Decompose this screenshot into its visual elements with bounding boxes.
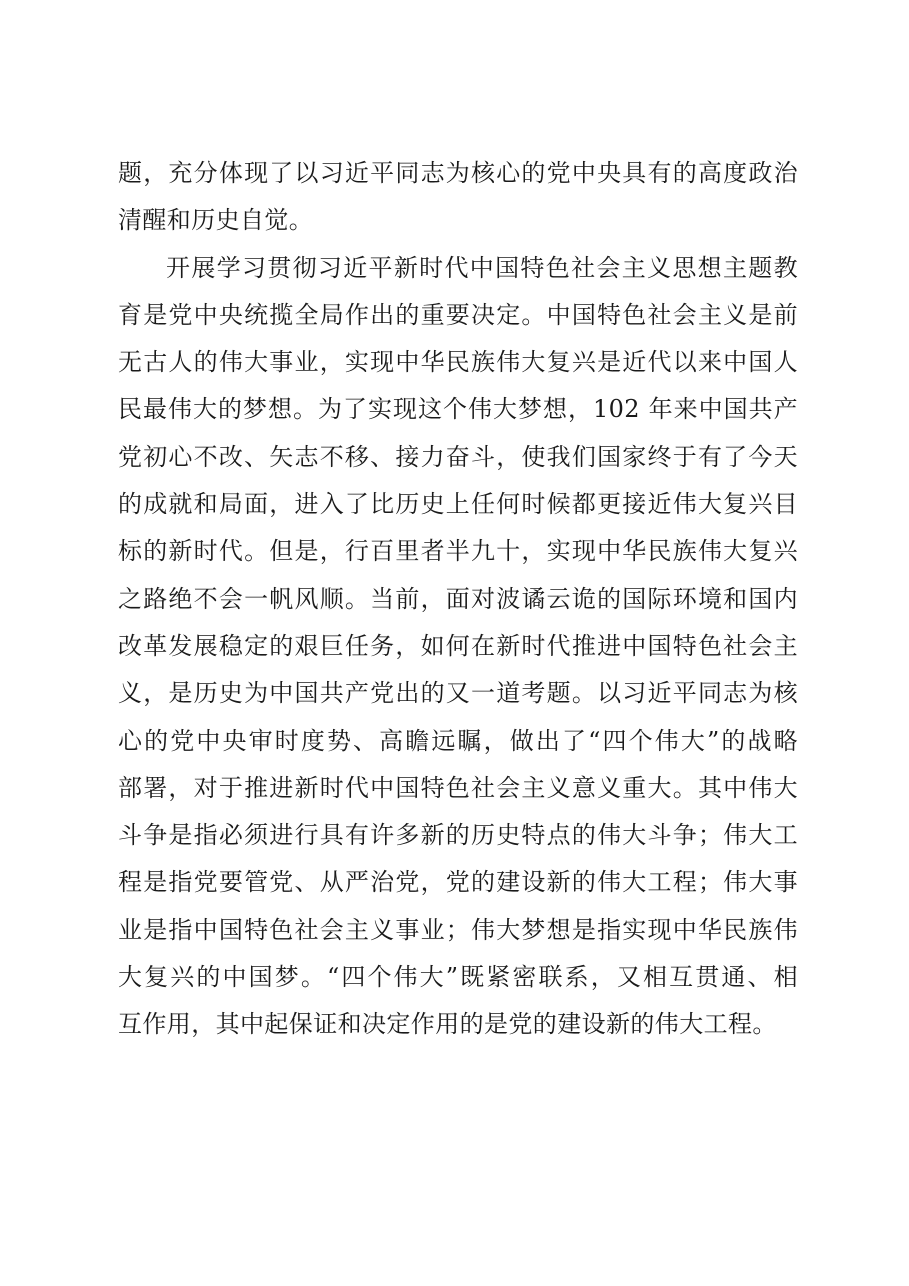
text-line: 斗争是指必须进行具有许多新的历史特点的伟大斗争；伟大工 [118,821,798,850]
text-line: 互作用，其中起保证和决定作用的是党的建设新的伟大工程。 [118,1010,777,1039]
text-line: 的成就和局面，进入了比历史上任何时候都更接近伟大复兴目 [118,490,798,519]
text-line: 大复兴的中国梦。“四个伟大”既紧密联系，又相互贯通、相 [118,963,798,992]
body-text [118,150,798,1049]
text-line: 程是指党要管党、从严治党，党的建设新的伟大工程；伟大事 [118,868,798,897]
text-line: 党初心不改、矢志不移、接力奋斗，使我们国家终于有了今天 [118,442,798,471]
text-line: 育是党中央统揽全局作出的重要决定。中国特色社会主义是前 [118,300,798,329]
text-line: 心的党中央审时度势、高瞻远瞩，做出了“四个伟大”的战略 [118,726,798,755]
text-line: 改革发展稳定的艰巨任务，如何在新时代推进中国特色社会主 [118,631,798,660]
text-line: 无古人的伟大事业，实现中华民族伟大复兴是近代以来中国人 [118,348,798,377]
text-line: 民最伟大的梦想。为了实现这个伟大梦想，102 年来中国共产 [118,395,798,424]
text-line: 题，充分体现了以习近平同志为核心的党中央具有的高度政治 [118,159,798,187]
text-line: 开展学习贯彻习近平新时代中国特色社会主义思想主题教 [166,253,798,282]
paragraph-1 [118,150,798,245]
text-line: 清醒和历史自觉。 [118,206,314,235]
paragraph-2 [118,245,798,1049]
text-line: 义，是历史为中国共产党出的又一道考题。以习近平同志为核 [118,679,798,708]
text-line: 部署，对于推进新时代中国特色社会主义意义重大。其中伟大 [118,773,798,802]
text-line: 标的新时代。但是，行百里者半九十，实现中华民族伟大复兴 [118,537,798,566]
text-line: 之路绝不会一帆风顺。当前，面对波谲云诡的国际环境和国内 [118,584,798,613]
text-line: 业是指中国特色社会主义事业；伟大梦想是指实现中华民族伟 [118,915,798,944]
